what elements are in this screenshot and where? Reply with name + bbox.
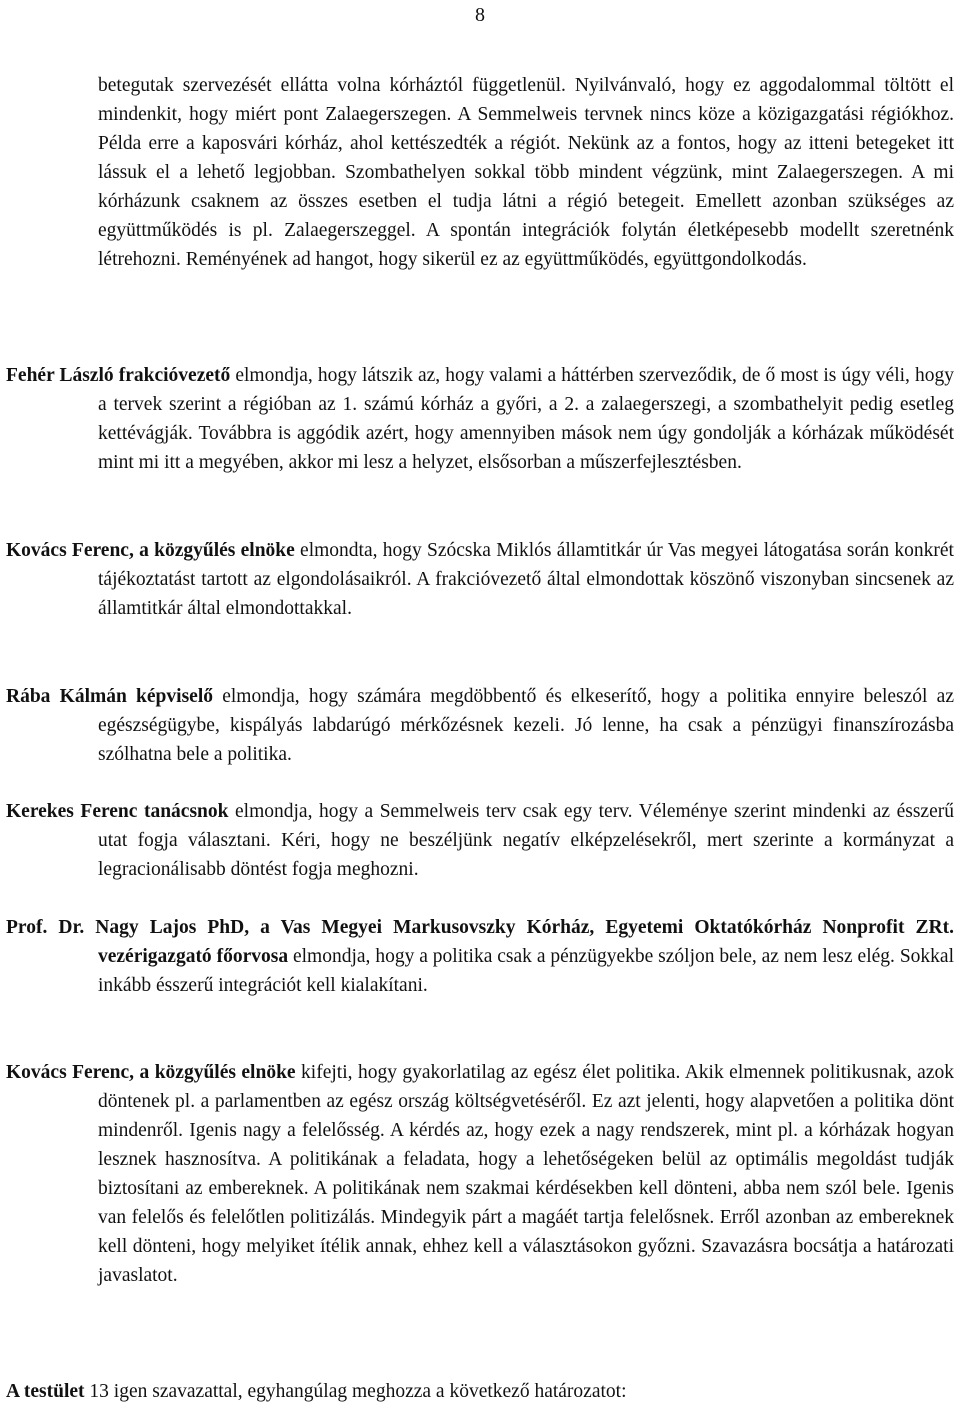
paragraph-speech [6,913,954,1000]
speaker-name: Kovács Ferenc, a közgyűlés elnöke [6,540,295,561]
speaker-name: Prof. Dr. Nagy Lajos PhD, a Vas Megyei Markusovszky Kórház, Egyetemi Oktatókórház Nonprofit ZRt. vezérigazgató főorvosa [6,917,954,967]
paragraph-text: elmondja, hogy a Semmelweis terv csak egy terv. Véleménye szerint mindenki az ésszerű utat fogja választani. Kéri, hogy ne beszéljünk negatív elképzelésekről, mert szerinte a kormányzat a legracionálisabb döntést fogja meghozni. [98,801,954,880]
paragraph-text: kifejti, hogy gyakorlatilag az egész élet politika. Akik elmennek politikusnak, azok döntenek pl. a parlamentben az egész ország költségvetéséről. Ez azt jelenti, hogy alapvetően a politika dönt mindenről. Igenis nagy a felelősség. A kérdés az, hogy ezek a nagy rendszerek, mint pl. a kórházak hogyan lesznek hasznosítva. A politikának a feladata, hogy a lehetőségeken belül az optimális megoldást tudják biztosítani az embereknek. A politikának nem szakmai kérdésekben kell dönteni, abba nem szól bele. Igenis van felelős és felelőtlen politizálás. Mindegyik párt a magáét tartja felelősnek. Erről azonban az embereknek kell dönteni, hogy melyiket ítélik annak, ehhez kell a választásokon győzni. Szavazásra bocsátja a határozati javaslatot. [98,1062,954,1286]
paragraph-text: betegutak szervezését ellátta volna kórháztól függetlenül. Nyilvánvaló, hogy ez aggodalommal töltött el mindenkit, hogy miért pont Zalaegerszegen. A Semmelweis tervnek nincs köze a közigazgatási régiókhoz. Példa erre a kaposvári kórház, ahol kettészedték a régiót. Nekünk az a fontos, hogy az itteni betegeket itt lássuk el a lehető legjobban. Szombathelyen sokkal több mindent végzünk, mint Zalaegerszegen. A mi kórházunk csaknem az összes esetben el tudja látni a régió betegeit. Emellett azonban szükséges az együttműködés is pl. Zalaegerszeggel. A spontán integrációk folytán életképesebb modellt szeretnénk létrehozni. Reményének ad hangot, hogy sikerül ez az együttműködés, együttgondolkodás. [98,75,954,270]
paragraph-speech [6,361,954,477]
page-number: 8 [475,4,485,26]
paragraph-speech [6,536,954,623]
paragraph-speech [6,1058,954,1290]
paragraph-continuation [6,71,954,274]
speaker-name: Fehér László frakcióvezető [6,365,231,386]
paragraph-speech [6,797,954,884]
paragraph-resolution-intro [6,1377,954,1406]
speaker-name: Kovács Ferenc, a közgyűlés elnöke [6,1062,296,1083]
paragraph-text: elmondja, hogy látszik az, hogy valami a háttérben szerveződik, de ő most is úgy véli, hogy a tervek szerint a régióban az 1. számú kórház a győri, a 2. a zalaegerszegi, a szombathelyit pedig esetleg kettévágják. Továbbra is aggódik azért, hogy amennyiben mások nem úgy gondolják a kórházak működését mint mi itt a megyében, akkor mi lesz a helyzet, elsősorban a műszerfejlesztésben. [98,365,955,473]
speaker-name: A testület [6,1381,85,1402]
speaker-name: Rába Kálmán képviselő [6,686,213,707]
paragraph-text: elmondja, hogy a politika csak a pénzügyekbe szóljon bele, az nem lesz elég. Sokkal inkább ésszerű integrációt kell kialakítani. [98,946,954,996]
paragraph-text: elmondta, hogy Szócska Miklós államtitkár úr Vas megyei látogatása során konkrét tájékoztatást tartott az elgondolásaikról. A frakcióvezető által elmondottak köszönő viszonyban sincsenek az államtitkár által elmondottakkal. [98,540,954,619]
paragraph-text: elmondja, hogy számára megdöbbentő és elkeserítő, hogy a politika ennyire beleszól az egészségügybe, kispályás labdarúgó mérkőzésnek kezeli. Jó lenne, ha csak a pénzügyi finanszírozásba szólhatna bele a politika. [98,686,954,765]
paragraph-text: 13 igen szavazattal, egyhangúlag meghozza a következő határozatot: [84,1381,627,1402]
speaker-name: Kerekes Ferenc tanácsnok [6,801,229,822]
paragraph-speech [6,682,954,769]
